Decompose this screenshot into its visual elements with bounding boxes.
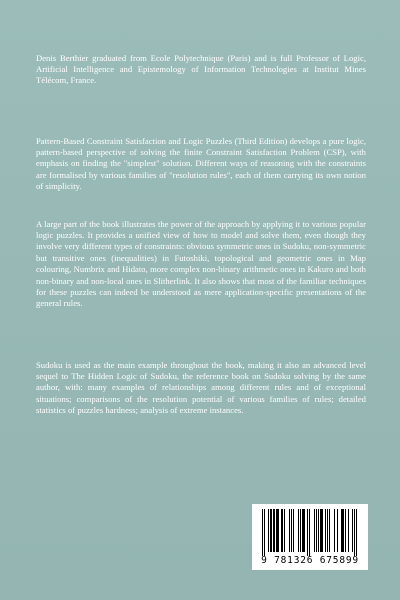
author-bio-paragraph: Denis Berthier graduated from Ecole Polytechnique (Paris) and is full Professor of Logic, Artificial Intelligence and Epistemology of Information Technologies at Institut Mines Télécom, France. — [36, 52, 366, 86]
barcode-bar — [300, 509, 301, 552]
barcode-bar — [264, 509, 265, 556]
barcode-bar — [322, 509, 323, 552]
barcode-bar — [337, 509, 338, 552]
barcode-bar — [307, 509, 308, 556]
barcode-bar — [268, 509, 269, 552]
barcode-bar — [298, 509, 299, 552]
barcode-bar — [278, 509, 279, 552]
barcode-bar — [304, 509, 305, 552]
barcode-bar — [342, 509, 343, 552]
barcode-bar — [334, 509, 335, 552]
barcode-bar — [276, 509, 277, 552]
barcode-bar — [289, 509, 290, 552]
barcode-bar — [352, 509, 353, 552]
barcode-bar — [345, 509, 346, 552]
barcode-bar — [320, 509, 321, 552]
barcode-bar — [273, 509, 274, 552]
barcode-bar — [293, 509, 294, 552]
barcode-bar — [321, 509, 322, 552]
barcode-bar — [291, 509, 292, 552]
barcode-bar — [316, 509, 317, 552]
barcode-bar — [343, 509, 344, 552]
barcode-bar — [303, 509, 304, 552]
barcode-bar — [262, 509, 263, 556]
barcode-bar — [354, 509, 355, 556]
barcode-bars — [252, 504, 368, 556]
barcode-bar — [302, 509, 303, 552]
barcode-bar — [318, 509, 319, 552]
barcode-bar — [329, 509, 330, 552]
barcode-bar — [356, 509, 357, 556]
barcode-bar — [309, 509, 310, 556]
barcode-bar — [314, 509, 315, 552]
isbn-barcode — [252, 504, 368, 570]
barcode-bar — [274, 509, 275, 552]
barcode-bar — [277, 509, 278, 552]
barcode-bar — [327, 509, 328, 552]
barcode-bar — [282, 509, 283, 552]
barcode-bar — [341, 509, 342, 552]
isbn-number: 9 781326 675899 — [261, 555, 359, 566]
puzzles-overview-paragraph: A large part of the book illustrates the power of the approach by applying it to various popular logic puzzles. It provides a unified view of how to model and solve them, even though they involve very different types of constraints: obvious symmetric ones in Sudoku, non-symmetric but transitive ones (inequalities) in Futoshiki, topological and geometric ones in Map colouring, Numbrix and Hidato, more complex non-binary arithmetic ones in Kakuro and both non-binary and non-local ones in Slitherlink. It also shows that most of the familiar techniques for these puzzles can indeed be understood as mere application-specific presentations of the general rules. — [36, 218, 366, 309]
book-description-paragraph: Pattern-Based Constraint Satisfaction and Logic Puzzles (Third Edition) develops a pure logic, pattern-based perspective of solving the finite Constraint Satisfaction Problem (CSP), with emphasis on finding the "simplest" solution. Different ways of reasoning with the constraints are formalised by various families of "resolution rules", each of them carrying its own notion of simplicity. — [36, 135, 366, 192]
sudoku-focus-paragraph: Sudoku is used as the main example throughout the book, making it also an advanced level sequel to The Hidden Logic of Sudoku, the reference book on Sudoku solving by the same author, with: many examples of relationships among different rules and of exceptional situations; comparisons of the resolution potential of various families of rules; detailed statistics of puzzles hardness; analysis of extreme instances. — [36, 359, 366, 416]
barcode-bar — [271, 509, 272, 552]
barcode-bar — [281, 509, 282, 552]
barcode-bar — [284, 509, 285, 552]
barcode-bar — [325, 509, 326, 552]
barcode-bar — [348, 509, 349, 552]
barcode-bar — [270, 509, 271, 552]
